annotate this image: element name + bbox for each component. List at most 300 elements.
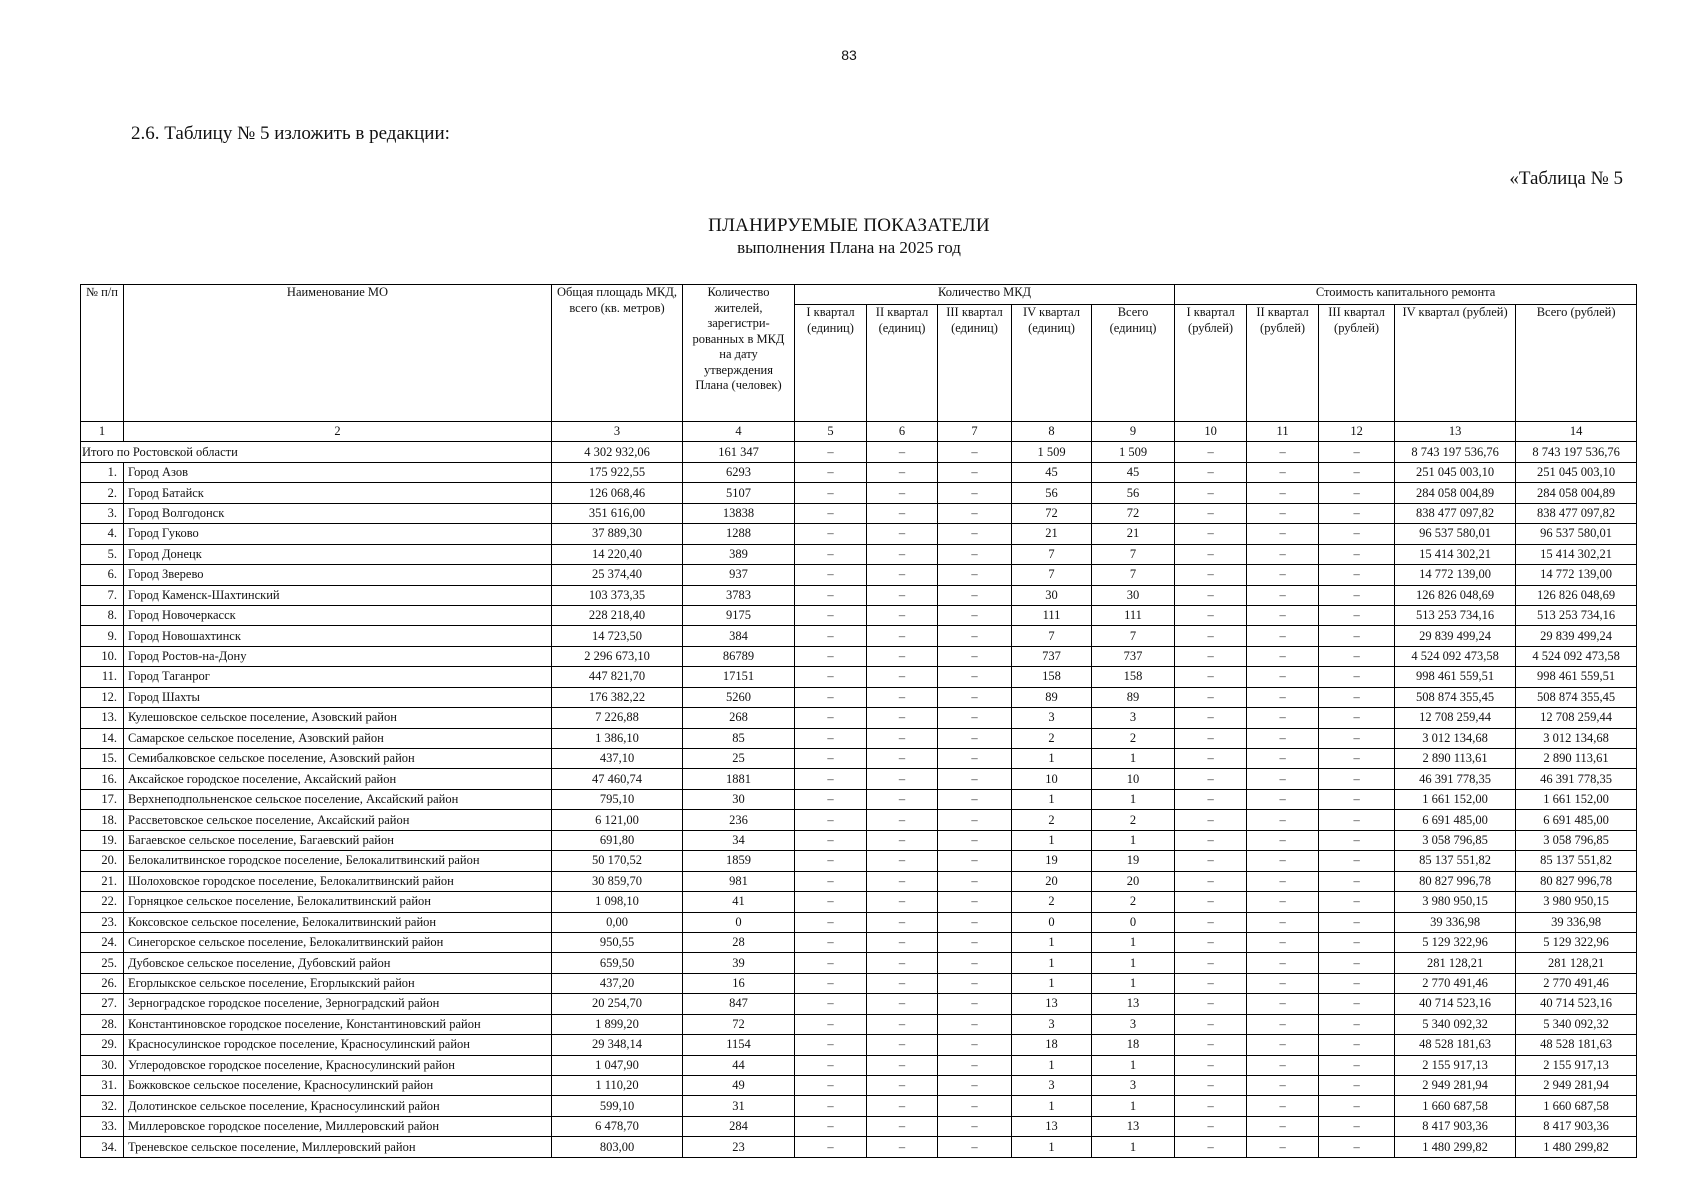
q3-units-cell: – <box>938 871 1012 891</box>
q3-units-cell: – <box>938 953 1012 973</box>
q2-units-cell: – <box>867 585 938 605</box>
residents-cell: 268 <box>683 708 795 728</box>
total-rub-cell: 838 477 097,82 <box>1516 503 1637 523</box>
q1-rub-cell: – <box>1175 1076 1247 1096</box>
residents-cell: 236 <box>683 810 795 830</box>
q4-rub-cell: 5 340 092,32 <box>1395 1014 1516 1034</box>
mo-name: Город Азов <box>124 462 552 482</box>
q4-units-cell: 56 <box>1012 483 1092 503</box>
table-row <box>81 708 1637 728</box>
q2-rub-cell: – <box>1247 667 1319 687</box>
column-number: 14 <box>1516 422 1637 442</box>
q4-rub-cell: 15 414 302,21 <box>1395 544 1516 564</box>
column-number: 4 <box>683 422 795 442</box>
q4-rub-cell: 80 827 996,78 <box>1395 871 1516 891</box>
q2-rub-cell: – <box>1247 1137 1319 1157</box>
mo-name: Город Таганрог <box>124 667 552 687</box>
row-number: 26. <box>81 973 124 993</box>
q2-rub-cell: – <box>1247 912 1319 932</box>
residents-cell: 23 <box>683 1137 795 1157</box>
q4-units-cell: 0 <box>1012 912 1092 932</box>
q4-units-cell: 7 <box>1012 626 1092 646</box>
q1-rub-cell: – <box>1175 769 1247 789</box>
q1-rub-cell: – <box>1175 749 1247 769</box>
q2-units-cell: – <box>867 544 938 564</box>
header-q4-rub: IV квартал (рублей) <box>1395 305 1516 422</box>
q1-rub-cell: – <box>1175 1055 1247 1075</box>
q4-rub-cell: 12 708 259,44 <box>1395 708 1516 728</box>
q2-units-cell: – <box>867 524 938 544</box>
total-residents: 161 347 <box>683 442 795 462</box>
q1-units-cell: – <box>795 462 867 482</box>
residents-cell: 31 <box>683 1096 795 1116</box>
q1-rub-cell: – <box>1175 503 1247 523</box>
total-units-cell: 45 <box>1092 462 1175 482</box>
row-number: 4. <box>81 524 124 544</box>
area-cell: 14 723,50 <box>552 626 683 646</box>
row-number: 28. <box>81 1014 124 1034</box>
q1-units-cell: – <box>795 585 867 605</box>
total-rub-cell: 998 461 559,51 <box>1516 667 1637 687</box>
q2-units-cell: – <box>867 728 938 748</box>
residents-cell: 5260 <box>683 687 795 707</box>
residents-cell: 847 <box>683 994 795 1014</box>
q4-units-cell: 1 <box>1012 1137 1092 1157</box>
q4-rub-cell: 1 480 299,82 <box>1395 1137 1516 1157</box>
q3-rub-cell: – <box>1319 830 1395 850</box>
total-rub-cell: 251 045 003,10 <box>1516 462 1637 482</box>
q1-rub-cell: – <box>1175 544 1247 564</box>
q3-rub-cell: – <box>1319 1035 1395 1055</box>
q4-rub-cell: 96 537 580,01 <box>1395 524 1516 544</box>
q4-units-cell: 1 <box>1012 789 1092 809</box>
q2-rub-cell: – <box>1247 789 1319 809</box>
q3-rub-cell: – <box>1319 626 1395 646</box>
total-rub-cell: 48 528 181,63 <box>1516 1035 1637 1055</box>
header-q1-rub: I квартал (рублей) <box>1175 305 1247 422</box>
q4-units-cell: 20 <box>1012 871 1092 891</box>
q2-rub-cell: – <box>1247 1014 1319 1034</box>
table-row <box>81 1014 1637 1034</box>
mo-name: Зерноградское городское поселение, Зерноградский район <box>124 994 552 1014</box>
q2-units-cell: – <box>867 994 938 1014</box>
q1-units-cell: – <box>795 1076 867 1096</box>
q3-rub-cell: – <box>1319 687 1395 707</box>
q3-units-cell: – <box>938 973 1012 993</box>
total-units-cell: 72 <box>1092 503 1175 523</box>
column-number: 11 <box>1247 422 1319 442</box>
total-units-cell: 2 <box>1092 728 1175 748</box>
q3-units-cell: – <box>938 565 1012 585</box>
area-cell: 25 374,40 <box>552 565 683 585</box>
q3-units-cell: – <box>938 646 1012 666</box>
total-rub-cell: 2 155 917,13 <box>1516 1055 1637 1075</box>
q3-rub-cell: – <box>1319 749 1395 769</box>
q3-units-cell: – <box>938 503 1012 523</box>
total-units-cell: 1 <box>1092 1137 1175 1157</box>
q1-rub-cell: – <box>1175 462 1247 482</box>
table-row <box>81 830 1637 850</box>
mo-name: Синегорское сельское поселение, Белокалитвинский район <box>124 932 552 952</box>
q4-rub-cell: 2 770 491,46 <box>1395 973 1516 993</box>
row-number: 9. <box>81 626 124 646</box>
q1-units-cell: – <box>795 524 867 544</box>
q2-units-cell: – <box>867 1076 938 1096</box>
q4-rub-cell: 4 524 092 473,58 <box>1395 646 1516 666</box>
q1-units-cell: – <box>795 932 867 952</box>
residents-cell: 41 <box>683 892 795 912</box>
q4-units-cell: 19 <box>1012 851 1092 871</box>
q4-units-cell: 45 <box>1012 462 1092 482</box>
total-all-units: 1 509 <box>1092 442 1175 462</box>
q2-units-cell: – <box>867 830 938 850</box>
table-row <box>81 789 1637 809</box>
q3-units-cell: – <box>938 728 1012 748</box>
column-number: 1 <box>81 422 124 442</box>
q1-rub-cell: – <box>1175 892 1247 912</box>
q1-rub-cell: – <box>1175 626 1247 646</box>
area-cell: 599,10 <box>552 1096 683 1116</box>
row-number: 12. <box>81 687 124 707</box>
column-number: 13 <box>1395 422 1516 442</box>
q4-rub-cell: 3 058 796,85 <box>1395 830 1516 850</box>
total-units-cell: 158 <box>1092 667 1175 687</box>
residents-cell: 72 <box>683 1014 795 1034</box>
q2-rub-cell: – <box>1247 953 1319 973</box>
column-number: 2 <box>124 422 552 442</box>
total-rub-cell: 1 660 687,58 <box>1516 1096 1637 1116</box>
q4-rub-cell: 5 129 322,96 <box>1395 932 1516 952</box>
residents-cell: 85 <box>683 728 795 748</box>
total-q2-rub: – <box>1247 442 1319 462</box>
q2-units-cell: – <box>867 789 938 809</box>
q4-units-cell: 30 <box>1012 585 1092 605</box>
q3-units-cell: – <box>938 1137 1012 1157</box>
total-units-cell: 3 <box>1092 1014 1175 1034</box>
q4-rub-cell: 85 137 551,82 <box>1395 851 1516 871</box>
q1-rub-cell: – <box>1175 1035 1247 1055</box>
total-units-cell: 21 <box>1092 524 1175 544</box>
q1-rub-cell: – <box>1175 994 1247 1014</box>
q1-units-cell: – <box>795 626 867 646</box>
row-number: 29. <box>81 1035 124 1055</box>
q4-rub-cell: 508 874 355,45 <box>1395 687 1516 707</box>
q1-units-cell: – <box>795 953 867 973</box>
table-row <box>81 851 1637 871</box>
header-q3-units: III квартал (единиц) <box>938 305 1012 422</box>
q1-units-cell: – <box>795 973 867 993</box>
q4-rub-cell: 2 949 281,94 <box>1395 1076 1516 1096</box>
total-q3-units: – <box>938 442 1012 462</box>
q4-rub-cell: 1 661 152,00 <box>1395 789 1516 809</box>
table-row <box>81 544 1637 564</box>
row-number: 25. <box>81 953 124 973</box>
q2-rub-cell: – <box>1247 565 1319 585</box>
residents-cell: 1288 <box>683 524 795 544</box>
total-units-cell: 19 <box>1092 851 1175 871</box>
q1-units-cell: – <box>795 871 867 891</box>
q2-units-cell: – <box>867 1014 938 1034</box>
q1-units-cell: – <box>795 789 867 809</box>
total-rub-cell: 1 661 152,00 <box>1516 789 1637 809</box>
row-number: 15. <box>81 749 124 769</box>
q2-units-cell: – <box>867 1055 938 1075</box>
area-cell: 351 616,00 <box>552 503 683 523</box>
total-units-cell: 1 <box>1092 789 1175 809</box>
q4-rub-cell: 48 528 181,63 <box>1395 1035 1516 1055</box>
q1-units-cell: – <box>795 912 867 932</box>
q4-rub-cell: 29 839 499,24 <box>1395 626 1516 646</box>
mo-name: Дубовское сельское поселение, Дубовский район <box>124 953 552 973</box>
total-units-cell: 7 <box>1092 544 1175 564</box>
q3-units-cell: – <box>938 749 1012 769</box>
q3-units-cell: – <box>938 585 1012 605</box>
q3-rub-cell: – <box>1319 1076 1395 1096</box>
q3-rub-cell: – <box>1319 524 1395 544</box>
column-number: 7 <box>938 422 1012 442</box>
q3-units-cell: – <box>938 544 1012 564</box>
column-number: 9 <box>1092 422 1175 442</box>
q1-units-cell: – <box>795 769 867 789</box>
residents-cell: 49 <box>683 1076 795 1096</box>
q3-rub-cell: – <box>1319 1096 1395 1116</box>
q2-units-cell: – <box>867 1035 938 1055</box>
header-q2-rub: II квартал (рублей) <box>1247 305 1319 422</box>
area-cell: 176 382,22 <box>552 687 683 707</box>
row-number: 24. <box>81 932 124 952</box>
area-cell: 1 110,20 <box>552 1076 683 1096</box>
table-row <box>81 483 1637 503</box>
q3-units-cell: – <box>938 462 1012 482</box>
column-number: 3 <box>552 422 683 442</box>
q1-units-cell: – <box>795 605 867 625</box>
row-number: 5. <box>81 544 124 564</box>
q1-units-cell: – <box>795 1116 867 1136</box>
q2-units-cell: – <box>867 605 938 625</box>
row-number: 3. <box>81 503 124 523</box>
q2-rub-cell: – <box>1247 749 1319 769</box>
q3-rub-cell: – <box>1319 646 1395 666</box>
header-q4-units: IV квартал (единиц) <box>1012 305 1092 422</box>
table-row <box>81 605 1637 625</box>
q3-rub-cell: – <box>1319 1055 1395 1075</box>
total-rub-cell: 12 708 259,44 <box>1516 708 1637 728</box>
q1-units-cell: – <box>795 851 867 871</box>
mo-name: Город Зверево <box>124 565 552 585</box>
q1-units-cell: – <box>795 1055 867 1075</box>
q3-units-cell: – <box>938 708 1012 728</box>
area-cell: 50 170,52 <box>552 851 683 871</box>
q4-units-cell: 3 <box>1012 1014 1092 1034</box>
q2-units-cell: – <box>867 462 938 482</box>
area-cell: 103 373,35 <box>552 585 683 605</box>
total-units-cell: 1 <box>1092 1096 1175 1116</box>
residents-cell: 34 <box>683 830 795 850</box>
q2-units-cell: – <box>867 667 938 687</box>
q1-units-cell: – <box>795 994 867 1014</box>
q3-units-cell: – <box>938 667 1012 687</box>
q1-units-cell: – <box>795 830 867 850</box>
q2-units-cell: – <box>867 810 938 830</box>
mo-name: Город Новошахтинск <box>124 626 552 646</box>
column-number: 8 <box>1012 422 1092 442</box>
mo-name: Город Шахты <box>124 687 552 707</box>
total-q2-units: – <box>867 442 938 462</box>
q2-rub-cell: – <box>1247 810 1319 830</box>
total-q4-rub: 8 743 197 536,76 <box>1395 442 1516 462</box>
q4-units-cell: 2 <box>1012 810 1092 830</box>
row-number: 6. <box>81 565 124 585</box>
q4-units-cell: 7 <box>1012 565 1092 585</box>
q3-rub-cell: – <box>1319 973 1395 993</box>
q3-units-cell: – <box>938 687 1012 707</box>
q2-units-cell: – <box>867 932 938 952</box>
area-cell: 228 218,40 <box>552 605 683 625</box>
column-numbers-row <box>81 422 1637 442</box>
page-number: 83 <box>841 47 857 63</box>
q1-rub-cell: – <box>1175 1096 1247 1116</box>
total-units-cell: 737 <box>1092 646 1175 666</box>
mo-name: Аксайское городское поселение, Аксайский район <box>124 769 552 789</box>
total-units-cell: 3 <box>1092 708 1175 728</box>
q3-rub-cell: – <box>1319 544 1395 564</box>
q3-units-cell: – <box>938 789 1012 809</box>
table-row <box>81 994 1637 1014</box>
q3-units-cell: – <box>938 524 1012 544</box>
table-row <box>81 1116 1637 1136</box>
total-label: Итого по Ростовской области <box>81 442 552 462</box>
total-units-cell: 18 <box>1092 1035 1175 1055</box>
q4-rub-cell: 1 660 687,58 <box>1395 1096 1516 1116</box>
q2-units-cell: – <box>867 1116 938 1136</box>
table-row <box>81 626 1637 646</box>
total-rub-cell: 6 691 485,00 <box>1516 810 1637 830</box>
q4-rub-cell: 14 772 139,00 <box>1395 565 1516 585</box>
q2-rub-cell: – <box>1247 1096 1319 1116</box>
q2-rub-cell: – <box>1247 892 1319 912</box>
q2-rub-cell: – <box>1247 851 1319 871</box>
header-q1-units: I квартал (единиц) <box>795 305 867 422</box>
total-units-cell: 1 <box>1092 1055 1175 1075</box>
q3-rub-cell: – <box>1319 892 1395 912</box>
q1-rub-cell: – <box>1175 687 1247 707</box>
table-row <box>81 462 1637 482</box>
q2-rub-cell: – <box>1247 687 1319 707</box>
total-rub-cell: 46 391 778,35 <box>1516 769 1637 789</box>
mo-name: Город Гуково <box>124 524 552 544</box>
q2-rub-cell: – <box>1247 769 1319 789</box>
q3-rub-cell: – <box>1319 1014 1395 1034</box>
q3-rub-cell: – <box>1319 851 1395 871</box>
table-row <box>81 687 1637 707</box>
mo-name: Город Батайск <box>124 483 552 503</box>
q1-units-cell: – <box>795 503 867 523</box>
mo-name: Горняцкое сельское поселение, Белокалитвинский район <box>124 892 552 912</box>
table-reference: «Таблица № 5 <box>1509 168 1623 189</box>
table-row <box>81 810 1637 830</box>
total-units-cell: 30 <box>1092 585 1175 605</box>
mo-name: Треневское сельское поселение, Миллеровский район <box>124 1137 552 1157</box>
q1-units-cell: – <box>795 544 867 564</box>
q2-units-cell: – <box>867 749 938 769</box>
total-rub-cell: 5 340 092,32 <box>1516 1014 1637 1034</box>
table-row <box>81 1096 1637 1116</box>
row-number: 7. <box>81 585 124 605</box>
table-row <box>81 1035 1637 1055</box>
q3-rub-cell: – <box>1319 462 1395 482</box>
table-row <box>81 585 1637 605</box>
q3-rub-cell: – <box>1319 605 1395 625</box>
total-row <box>81 442 1637 462</box>
row-number: 11. <box>81 667 124 687</box>
residents-cell: 1881 <box>683 769 795 789</box>
q2-rub-cell: – <box>1247 483 1319 503</box>
total-units-cell: 2 <box>1092 810 1175 830</box>
table-row <box>81 1076 1637 1096</box>
table-row <box>81 973 1637 993</box>
q3-rub-cell: – <box>1319 789 1395 809</box>
area-cell: 126 068,46 <box>552 483 683 503</box>
area-cell: 437,20 <box>552 973 683 993</box>
q2-rub-cell: – <box>1247 932 1319 952</box>
total-rub-cell: 14 772 139,00 <box>1516 565 1637 585</box>
header-q2-units: II квартал (единиц) <box>867 305 938 422</box>
q4-rub-cell: 126 826 048,69 <box>1395 585 1516 605</box>
total-units-cell: 7 <box>1092 565 1175 585</box>
q4-rub-cell: 284 058 004,89 <box>1395 483 1516 503</box>
total-rub-cell: 40 714 523,16 <box>1516 994 1637 1014</box>
row-number: 33. <box>81 1116 124 1136</box>
q1-rub-cell: – <box>1175 789 1247 809</box>
q3-rub-cell: – <box>1319 994 1395 1014</box>
q4-rub-cell: 838 477 097,82 <box>1395 503 1516 523</box>
area-cell: 30 859,70 <box>552 871 683 891</box>
total-units-cell: 1 <box>1092 973 1175 993</box>
total-units-cell: 2 <box>1092 892 1175 912</box>
q1-rub-cell: – <box>1175 585 1247 605</box>
row-number: 10. <box>81 646 124 666</box>
total-rub-cell: 281 128,21 <box>1516 953 1637 973</box>
total-rub-cell: 3 012 134,68 <box>1516 728 1637 748</box>
q2-units-cell: – <box>867 503 938 523</box>
q3-units-cell: – <box>938 830 1012 850</box>
residents-cell: 16 <box>683 973 795 993</box>
q4-rub-cell: 8 417 903,36 <box>1395 1116 1516 1136</box>
q4-units-cell: 72 <box>1012 503 1092 523</box>
q4-rub-cell: 2 155 917,13 <box>1395 1055 1516 1075</box>
row-number: 16. <box>81 769 124 789</box>
column-number: 12 <box>1319 422 1395 442</box>
q3-units-cell: – <box>938 1116 1012 1136</box>
mo-name: Шолоховское городское поселение, Белокалитвинский район <box>124 871 552 891</box>
mo-name: Божковское сельское поселение, Красносулинский район <box>124 1076 552 1096</box>
q2-rub-cell: – <box>1247 871 1319 891</box>
total-q1-units: – <box>795 442 867 462</box>
q3-units-cell: – <box>938 1014 1012 1034</box>
row-number: 23. <box>81 912 124 932</box>
q1-rub-cell: – <box>1175 708 1247 728</box>
q3-units-cell: – <box>938 483 1012 503</box>
q3-rub-cell: – <box>1319 585 1395 605</box>
mo-name: Город Донецк <box>124 544 552 564</box>
header-mkd-group: Количество МКД <box>795 285 1175 305</box>
q2-rub-cell: – <box>1247 503 1319 523</box>
mo-name: Город Волгодонск <box>124 503 552 523</box>
row-number: 21. <box>81 871 124 891</box>
mo-name: Константиновское городское поселение, Константиновский район <box>124 1014 552 1034</box>
q3-rub-cell: – <box>1319 1116 1395 1136</box>
q3-rub-cell: – <box>1319 912 1395 932</box>
